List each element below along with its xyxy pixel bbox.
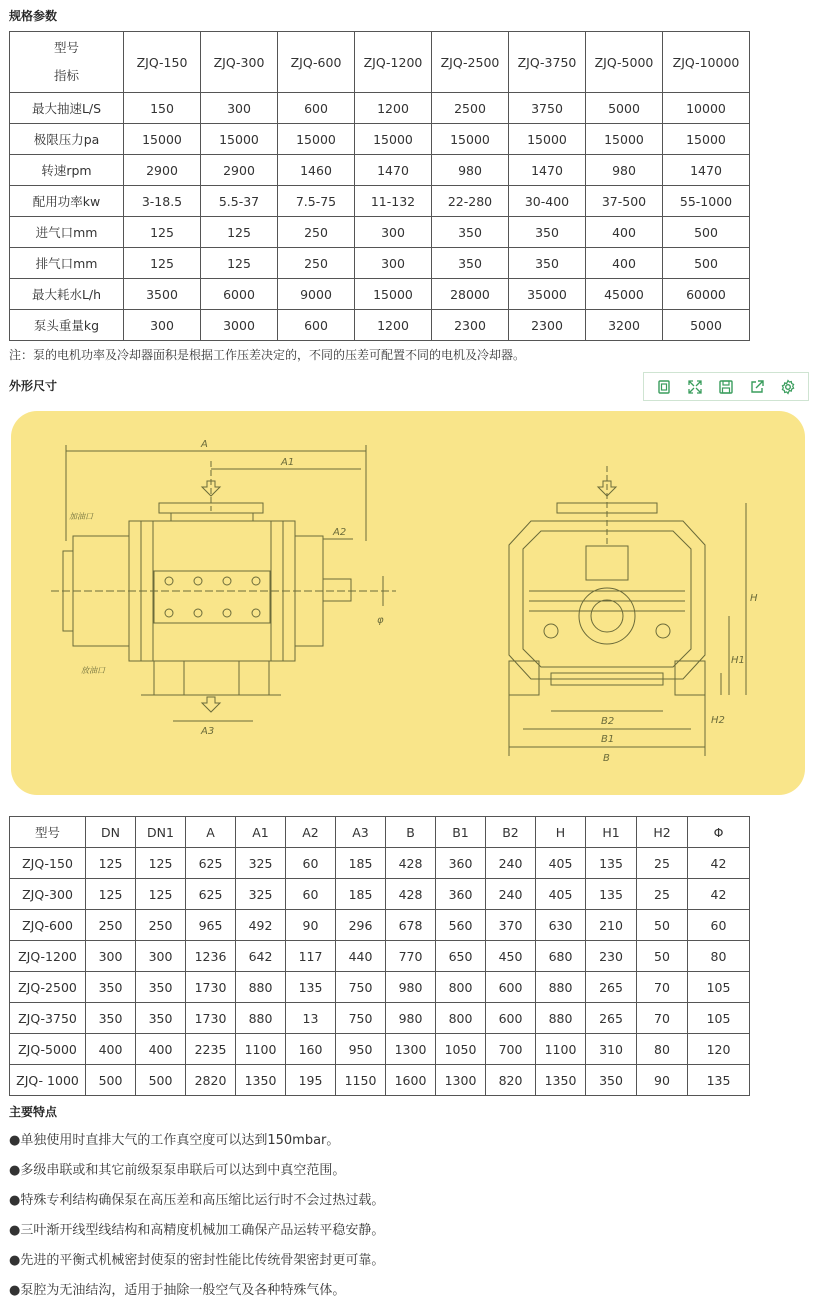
spec-row-label: 进气口mm (10, 217, 124, 248)
dimension-cell: 625 (186, 848, 236, 879)
dimension-cell: 370 (486, 910, 536, 941)
dimension-cell: 800 (436, 972, 486, 1003)
dimension-cell: 770 (386, 941, 436, 972)
dimension-cell: 440 (336, 941, 386, 972)
dimension-cell: 880 (236, 972, 286, 1003)
spec-cell: 30-400 (509, 186, 586, 217)
spec-cell: 15000 (355, 279, 432, 310)
dimension-cell: 240 (486, 879, 536, 910)
share-icon (749, 379, 765, 395)
dimension-cell: 125 (136, 879, 186, 910)
dimension-cell: 2820 (186, 1065, 236, 1096)
spec-row (10, 217, 750, 248)
spec-table (9, 31, 750, 341)
spec-cell: 125 (201, 248, 278, 279)
dimension-header-cell: A3 (336, 817, 386, 848)
spec-cell: 2300 (509, 310, 586, 341)
dimension-cell: 325 (236, 879, 286, 910)
dimension-model-cell: ZJQ-5000 (10, 1034, 86, 1065)
dimension-cell: 210 (586, 910, 637, 941)
feature-item: ●单独使用时直排大气的工作真空度可以达到150mbar。 (9, 1133, 340, 1148)
dimension-header-cell: A2 (286, 817, 336, 848)
dimension-cell: 980 (386, 1003, 436, 1034)
dimension-cell: 630 (536, 910, 586, 941)
dimension-header-cell: H1 (586, 817, 637, 848)
spec-cell: 300 (355, 217, 432, 248)
bolt (252, 609, 260, 617)
spec-model-header: ZJQ-150 (124, 32, 201, 93)
dimension-cell: 90 (286, 910, 336, 941)
dimension-model-cell: ZJQ-300 (10, 879, 86, 910)
dimension-cell: 600 (486, 972, 536, 1003)
spec-cell: 15000 (432, 124, 509, 155)
spec-model-header: ZJQ-2500 (432, 32, 509, 93)
spec-cell: 1460 (278, 155, 355, 186)
spec-row (10, 279, 750, 310)
spec-row-label: 排气口mm (10, 248, 124, 279)
spec-cell: 15000 (509, 124, 586, 155)
dimension-header-cell: DN1 (136, 817, 186, 848)
spec-cell: 6000 (201, 279, 278, 310)
dimension-cell: 230 (586, 941, 637, 972)
dimension-model-cell: ZJQ-150 (10, 848, 86, 879)
spec-cell: 3-18.5 (124, 186, 201, 217)
feature-item: ●先进的平衡式机械密封使泵的密封性能比传统骨架密封更可靠。 (9, 1253, 385, 1268)
features-list (9, 1126, 809, 1306)
dimension-cell: 880 (536, 1003, 586, 1034)
spec-cell: 35000 (509, 279, 586, 310)
spec-cell: 125 (201, 217, 278, 248)
spec-cell: 15000 (355, 124, 432, 155)
dimension-cell: 678 (386, 910, 436, 941)
spec-row-label: 配用功率kw (10, 186, 124, 217)
spec-model-header: ZJQ-5000 (586, 32, 663, 93)
save-button[interactable] (715, 376, 737, 398)
spec-cell: 300 (201, 93, 278, 124)
spec-cell: 2500 (432, 93, 509, 124)
dimension-cell: 240 (486, 848, 536, 879)
bolt (252, 577, 260, 585)
spec-cell: 150 (124, 93, 201, 124)
spec-row (10, 248, 750, 279)
dimension-cell: 560 (436, 910, 486, 941)
spec-cell: 500 (663, 217, 750, 248)
dimension-model-cell: ZJQ- 1000 (10, 1065, 86, 1096)
dimension-cell: 90 (637, 1065, 688, 1096)
spec-cell: 15000 (124, 124, 201, 155)
dimension-cell: 450 (486, 941, 536, 972)
dimension-cell: 135 (286, 972, 336, 1003)
spec-cell: 250 (278, 217, 355, 248)
spec-cell: 125 (124, 248, 201, 279)
dimension-cell: 60 (286, 848, 336, 879)
dimension-cell: 265 (586, 1003, 637, 1034)
dimension-header-cell: B1 (436, 817, 486, 848)
dimension-cell: 2235 (186, 1034, 236, 1065)
save-icon (718, 379, 734, 395)
spec-cell: 350 (432, 248, 509, 279)
spec-model-header: ZJQ-600 (278, 32, 355, 93)
front-bolt (544, 624, 558, 638)
dimension-cell: 105 (688, 972, 750, 1003)
spec-row-label: 最大耗水L/h (10, 279, 124, 310)
spec-cell: 1200 (355, 310, 432, 341)
dimension-row (10, 910, 750, 941)
dimension-cell: 80 (688, 941, 750, 972)
dimension-cell: 428 (386, 879, 436, 910)
dimension-header-cell: B2 (486, 817, 536, 848)
dimension-cell: 500 (86, 1065, 136, 1096)
dimension-cell: 135 (586, 848, 637, 879)
dimension-row (10, 941, 750, 972)
foot-right (239, 661, 269, 695)
front-top-box (586, 546, 628, 580)
dimension-cell: 400 (136, 1034, 186, 1065)
label-h2: H2 (711, 715, 725, 726)
dimension-cell: 13 (286, 1003, 336, 1034)
spec-cell: 22-280 (432, 186, 509, 217)
dimension-cell: 125 (86, 848, 136, 879)
fullscreen-icon (687, 379, 703, 395)
dimension-cell: 80 (637, 1034, 688, 1065)
image-toolbar (643, 372, 809, 401)
dimension-cell: 1150 (336, 1065, 386, 1096)
dimension-cell: 125 (86, 879, 136, 910)
spec-cell: 3500 (124, 279, 201, 310)
copy-icon (656, 379, 672, 395)
dimension-cell: 360 (436, 879, 486, 910)
spec-cell: 60000 (663, 279, 750, 310)
spec-model-header: ZJQ-1200 (355, 32, 432, 93)
dimension-cell: 650 (436, 941, 486, 972)
dimension-header-row (10, 817, 750, 848)
spec-cell: 2900 (201, 155, 278, 186)
dimension-drawing (11, 411, 805, 795)
dimension-header-cell: DN (86, 817, 136, 848)
outlet-arrow (202, 697, 220, 712)
dimension-cell: 350 (86, 972, 136, 1003)
dimension-header-cell: B (386, 817, 436, 848)
dimension-cell: 405 (536, 879, 586, 910)
spec-cell: 1470 (663, 155, 750, 186)
dimension-cell: 25 (637, 879, 688, 910)
bolt (194, 609, 202, 617)
dimension-cell: 492 (236, 910, 286, 941)
dimension-cell: 1300 (386, 1034, 436, 1065)
spec-cell: 15000 (586, 124, 663, 155)
spec-row-label: 泵头重量kg (10, 310, 124, 341)
fullscreen-button[interactable] (684, 376, 706, 398)
share-button[interactable] (746, 376, 768, 398)
dimension-cell: 400 (86, 1034, 136, 1065)
dimension-cell: 296 (336, 910, 386, 941)
pump-outline-drawing (11, 411, 805, 795)
label-a3: A3 (201, 726, 215, 737)
dimension-cell: 1350 (236, 1065, 286, 1096)
dimension-cell: 700 (486, 1034, 536, 1065)
spec-cell: 250 (278, 248, 355, 279)
dimension-cell: 750 (336, 972, 386, 1003)
dimension-cell: 42 (688, 848, 750, 879)
spec-cell: 600 (278, 310, 355, 341)
copy-button[interactable] (653, 376, 675, 398)
dimension-cell: 980 (386, 972, 436, 1003)
dimension-model-cell: ZJQ-2500 (10, 972, 86, 1003)
foot-left (154, 661, 184, 695)
dimension-cell: 880 (236, 1003, 286, 1034)
bolt (165, 609, 173, 617)
feature-item: ●三叶渐开线型线结构和高精度机械加工确保产品运转平稳安静。 (9, 1223, 385, 1238)
dimension-cell: 500 (136, 1065, 186, 1096)
dimension-cell: 50 (637, 941, 688, 972)
dimension-cell: 160 (286, 1034, 336, 1065)
spec-cell: 28000 (432, 279, 509, 310)
dimension-cell: 125 (136, 848, 186, 879)
label-h1: H1 (731, 655, 745, 666)
spec-cell: 350 (509, 248, 586, 279)
label-fill-port: 加油口 (69, 512, 93, 521)
spec-cell: 1470 (355, 155, 432, 186)
dimension-model-cell: ZJQ-3750 (10, 1003, 86, 1034)
dimension-cell: 300 (86, 941, 136, 972)
front-bolt (656, 624, 670, 638)
dimension-cell: 120 (688, 1034, 750, 1065)
dimension-cell: 70 (637, 1003, 688, 1034)
spec-cell: 3200 (586, 310, 663, 341)
dimension-cell: 600 (486, 1003, 536, 1034)
dimension-cell: 880 (536, 972, 586, 1003)
label-b1: B1 (601, 734, 615, 745)
dimension-cell: 60 (688, 910, 750, 941)
spec-cell: 125 (124, 217, 201, 248)
spec-model-header: ZJQ-300 (201, 32, 278, 93)
dimension-model-cell: ZJQ-600 (10, 910, 86, 941)
bolt (223, 577, 231, 585)
label-a1: A1 (281, 457, 295, 468)
front-foot-right (675, 661, 705, 695)
dimension-header-cell: A1 (236, 817, 286, 848)
spec-cell: 3750 (509, 93, 586, 124)
dimension-cell: 185 (336, 879, 386, 910)
spec-cell: 980 (432, 155, 509, 186)
spec-row (10, 310, 750, 341)
dimension-model-cell: ZJQ-1200 (10, 941, 86, 972)
dimension-cell: 25 (637, 848, 688, 879)
settings-icon (780, 379, 796, 395)
shaft (323, 579, 351, 601)
dimension-cell: 350 (86, 1003, 136, 1034)
spec-cell: 1200 (355, 93, 432, 124)
dimension-cell: 428 (386, 848, 436, 879)
spec-row-label: 转速rpm (10, 155, 124, 186)
dimension-cell: 1600 (386, 1065, 436, 1096)
dimension-cell: 1350 (536, 1065, 586, 1096)
spec-section-title: 规格参数 (9, 9, 58, 23)
spec-cell: 300 (355, 248, 432, 279)
dimension-cell: 750 (336, 1003, 386, 1034)
front-body-inner (523, 531, 691, 667)
spec-cell: 2900 (124, 155, 201, 186)
dimension-cell: 250 (86, 910, 136, 941)
dimension-header-cell: H (536, 817, 586, 848)
features-section-title: 主要特点 (9, 1105, 58, 1119)
label-h: H (750, 593, 758, 604)
dimension-cell: 965 (186, 910, 236, 941)
dimension-cell: 1236 (186, 941, 236, 972)
bolt (165, 577, 173, 585)
spec-cell: 400 (586, 217, 663, 248)
spec-cell: 15000 (663, 124, 750, 155)
dimension-header-cell: H2 (637, 817, 688, 848)
spec-cell: 15000 (201, 124, 278, 155)
dimension-cell: 135 (586, 879, 637, 910)
spec-note: 注：泵的电机功率及冷却器面积是根据工作压差决定的，不同的压差可配置不同的电机及冷却器。 (9, 348, 526, 362)
dimension-section-title: 外形尺寸 (9, 379, 58, 393)
dimension-cell: 117 (286, 941, 336, 972)
spec-header-corner (10, 32, 124, 93)
dimension-row (10, 848, 750, 879)
spec-row-label: 极限压力pa (10, 124, 124, 155)
dimension-cell: 680 (536, 941, 586, 972)
spec-cell: 2300 (432, 310, 509, 341)
spec-cell: 5000 (586, 93, 663, 124)
dimension-cell: 625 (186, 879, 236, 910)
spec-cell: 350 (432, 217, 509, 248)
spec-cell: 3000 (201, 310, 278, 341)
dimension-cell: 820 (486, 1065, 536, 1096)
label-phi: φ (377, 615, 384, 626)
spec-cell: 10000 (663, 93, 750, 124)
spec-cell: 7.5-75 (278, 186, 355, 217)
label-b: B (603, 753, 610, 764)
dimension-cell: 310 (586, 1034, 637, 1065)
spec-cell: 5.5-37 (201, 186, 278, 217)
corner-label-indicator: 指标 (53, 68, 79, 83)
feature-item: ●泵腔为无油结沟，适用于抽除一般空气及各种特殊气体。 (9, 1283, 346, 1298)
settings-button[interactable] (777, 376, 799, 398)
dimension-cell: 642 (236, 941, 286, 972)
spec-cell: 600 (278, 93, 355, 124)
flange-neck (171, 513, 253, 521)
dimension-cell: 105 (688, 1003, 750, 1034)
dimension-cell: 360 (436, 848, 486, 879)
dimension-cell: 350 (136, 1003, 186, 1034)
dimension-cell: 350 (586, 1065, 637, 1096)
dimension-row (10, 1065, 750, 1096)
dimension-row (10, 972, 750, 1003)
dimension-cell: 1730 (186, 1003, 236, 1034)
spec-model-header: ZJQ-10000 (663, 32, 750, 93)
dimension-header-cell: A (186, 817, 236, 848)
dimension-cell: 300 (136, 941, 186, 972)
label-a: A (201, 439, 208, 450)
spec-cell: 55-1000 (663, 186, 750, 217)
spec-cell: 300 (124, 310, 201, 341)
label-b2: B2 (601, 716, 615, 727)
label-drain-port: 放油口 (81, 666, 105, 675)
dimension-cell: 265 (586, 972, 637, 1003)
dimension-header-cell: Φ (688, 817, 750, 848)
bolt (223, 609, 231, 617)
spec-row (10, 186, 750, 217)
dimension-cell: 42 (688, 879, 750, 910)
dimension-cell: 50 (637, 910, 688, 941)
feature-item: ●多级串联或和其它前级泵泵串联后可以达到中真空范围。 (9, 1163, 346, 1178)
spec-row (10, 93, 750, 124)
dimension-cell: 135 (688, 1065, 750, 1096)
bolt (194, 577, 202, 585)
spec-model-header: ZJQ-3750 (509, 32, 586, 93)
dimension-cell: 1100 (236, 1034, 286, 1065)
dimension-cell: 1730 (186, 972, 236, 1003)
label-a2: A2 (333, 527, 347, 538)
spec-row (10, 155, 750, 186)
dimension-cell: 250 (136, 910, 186, 941)
dimension-cell: 195 (286, 1065, 336, 1096)
dimension-cell: 60 (286, 879, 336, 910)
dimension-row (10, 1003, 750, 1034)
dimension-cell: 325 (236, 848, 286, 879)
dimension-row (10, 1034, 750, 1065)
feature-item: ●特殊专利结构确保泵在高压差和高压缩比运行时不会过热过载。 (9, 1193, 385, 1208)
spec-cell: 9000 (278, 279, 355, 310)
spec-row (10, 124, 750, 155)
front-hub-inner (591, 600, 623, 632)
front-hub-outer (579, 588, 635, 644)
front-foot-left (509, 661, 539, 695)
spec-cell: 45000 (586, 279, 663, 310)
dimension-cell: 405 (536, 848, 586, 879)
corner-label-model: 型号 (53, 40, 79, 55)
dimension-header-cell: 型号 (10, 817, 86, 848)
spec-cell: 11-132 (355, 186, 432, 217)
dimension-cell: 800 (436, 1003, 486, 1034)
dimension-row (10, 879, 750, 910)
dimension-cell: 1100 (536, 1034, 586, 1065)
spec-cell: 350 (509, 217, 586, 248)
dimension-cell: 950 (336, 1034, 386, 1065)
spec-cell: 500 (663, 248, 750, 279)
spec-cell: 400 (586, 248, 663, 279)
spec-cell: 5000 (663, 310, 750, 341)
dimension-cell: 350 (136, 972, 186, 1003)
spec-cell: 37-500 (586, 186, 663, 217)
dimension-cell: 1050 (436, 1034, 486, 1065)
spec-cell: 980 (586, 155, 663, 186)
dimension-cell: 185 (336, 848, 386, 879)
spec-cell: 1470 (509, 155, 586, 186)
dimension-cell: 1300 (436, 1065, 486, 1096)
dimension-cell: 70 (637, 972, 688, 1003)
spec-row-label: 最大抽速L/S (10, 93, 124, 124)
dimension-table (9, 816, 750, 1096)
spec-cell: 15000 (278, 124, 355, 155)
